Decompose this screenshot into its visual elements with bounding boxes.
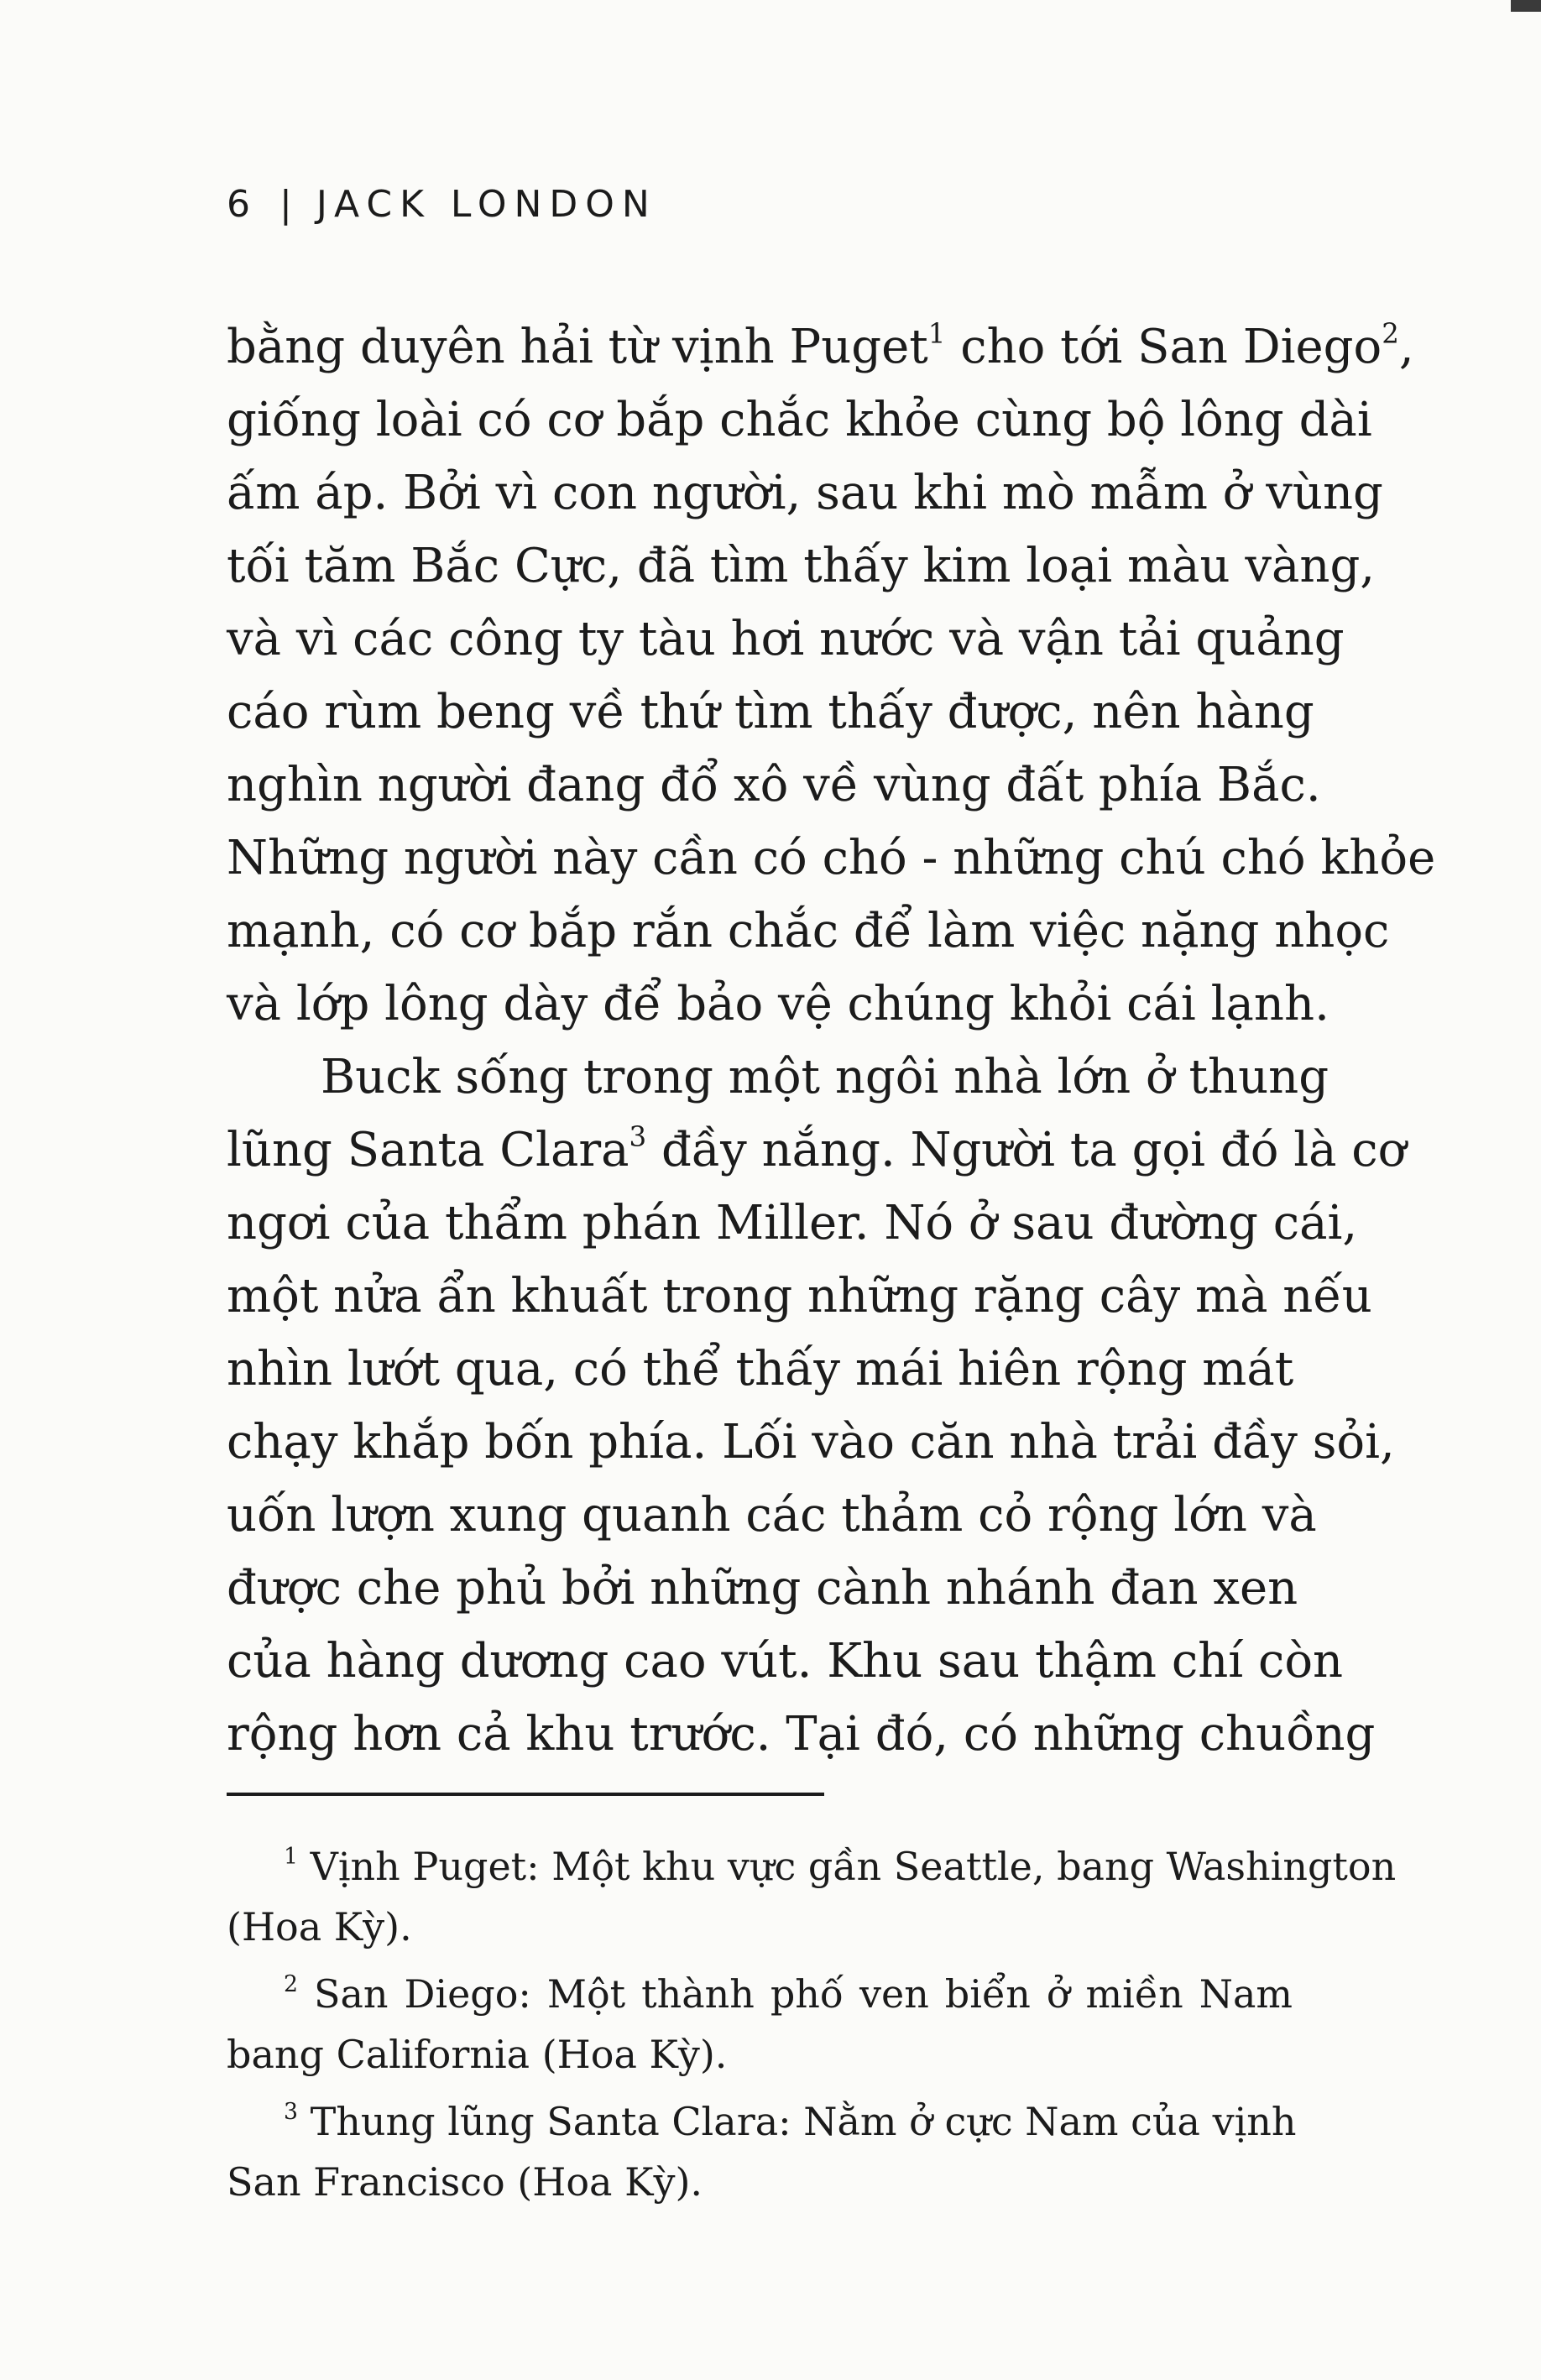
footnote-ref-3: 3 bbox=[629, 1120, 647, 1153]
footnote-2 bbox=[227, 1964, 1293, 2085]
text-line: cáo rùm beng về thứ tìm thấy được, nên hàng bbox=[227, 685, 1314, 739]
footnote-line: (Hoa Kỳ). bbox=[227, 1904, 412, 1949]
body-text bbox=[227, 311, 1436, 1771]
text-line: nhìn lướt qua, có thể thấy mái hiên rộng mát bbox=[227, 1342, 1294, 1396]
paragraph-2 bbox=[227, 1041, 1407, 1771]
footnote-line: $^1$ Vịnh Puget: Một khu vực gần Seattle, bang Washington bbox=[284, 1843, 1397, 1889]
footnote-marker: 3 bbox=[284, 2098, 298, 2125]
footnote-marker: 1 bbox=[284, 1843, 298, 1870]
text-line: tối tăm Bắc Cực, đã tìm thấy kim loại màu vàng, bbox=[227, 539, 1376, 593]
text-line: uốn lượn xung quanh các thảm cỏ rộng lớn và bbox=[227, 1488, 1317, 1542]
text-line: ấm áp. Bởi vì con người, sau khi mò mẫm ở vùng bbox=[227, 466, 1383, 520]
footnote-line: $^2$ San Diego: Một thành phố ven biển ở miền Nam bbox=[284, 1970, 1293, 2017]
header-separator: | bbox=[279, 183, 300, 226]
text-line: một nửa ẩn khuất trong những rặng cây mà nếu bbox=[227, 1269, 1372, 1323]
text-line: và vì các công ty tàu hơi nước và vận tải quảng bbox=[227, 612, 1345, 666]
text-line: chạy khắp bốn phía. Lối vào căn nhà trải đầy sỏi, bbox=[227, 1415, 1395, 1469]
text-line: rộng hơn cả khu trước. Tại đó, có những chuồng bbox=[227, 1707, 1376, 1762]
text-line: được che phủ bởi những cành nhánh đan xen bbox=[227, 1561, 1298, 1615]
scan-edge-strip bbox=[1511, 0, 1541, 12]
footnote-line: $^3$ Thung lũng Santa Clara: Nằm ở cực Nam của vịnh bbox=[284, 2098, 1297, 2144]
footnote-ref-2: 2 bbox=[1382, 317, 1399, 350]
text-line: bằng duyên hải từ vịnh Puget$^1$ cho tới San Diego$^2$, bbox=[227, 317, 1414, 374]
text-line: ngơi của thẩm phán Miller. Nó ở sau đường cái, bbox=[227, 1196, 1358, 1250]
text-line: Buck sống trong một ngôi nhà lớn ở thung bbox=[321, 1050, 1329, 1104]
author-name: JACK LONDON bbox=[316, 183, 657, 226]
page-number: 6 bbox=[227, 183, 258, 226]
text-line: nghìn người đang đổ xô về vùng đất phía Bắc. bbox=[227, 758, 1321, 812]
footnote-line: San Francisco (Hoa Kỳ). bbox=[227, 2159, 703, 2205]
footnote-3 bbox=[227, 2091, 1297, 2212]
footnote-divider bbox=[227, 1793, 824, 1796]
text-line: giống loài có cơ bắp chắc khỏe cùng bộ lông dài bbox=[227, 393, 1372, 447]
footnote-line: bang California (Hoa Kỳ). bbox=[227, 2032, 728, 2077]
footnote-1 bbox=[227, 1836, 1397, 1957]
footnote-ref-1: 1 bbox=[927, 317, 946, 350]
footnotes bbox=[227, 1836, 1397, 2212]
text-line: và lớp lông dày để bảo vệ chúng khỏi cái lạnh. bbox=[227, 977, 1329, 1031]
text-line: mạnh, có cơ bắp rắn chắc để làm việc nặng nhọc bbox=[227, 904, 1390, 958]
text-line: lũng Santa Clara$^3$ đầy nắng. Người ta gọi đó là cơ bbox=[227, 1120, 1407, 1177]
running-head bbox=[227, 183, 657, 226]
footnote-marker: 2 bbox=[284, 1970, 298, 1997]
text-line: của hàng dương cao vút. Khu sau thậm chí còn bbox=[227, 1634, 1344, 1688]
text-line: Những người này cần có chó - những chú chó khỏe bbox=[227, 831, 1436, 885]
paragraph-1 bbox=[227, 311, 1436, 1041]
